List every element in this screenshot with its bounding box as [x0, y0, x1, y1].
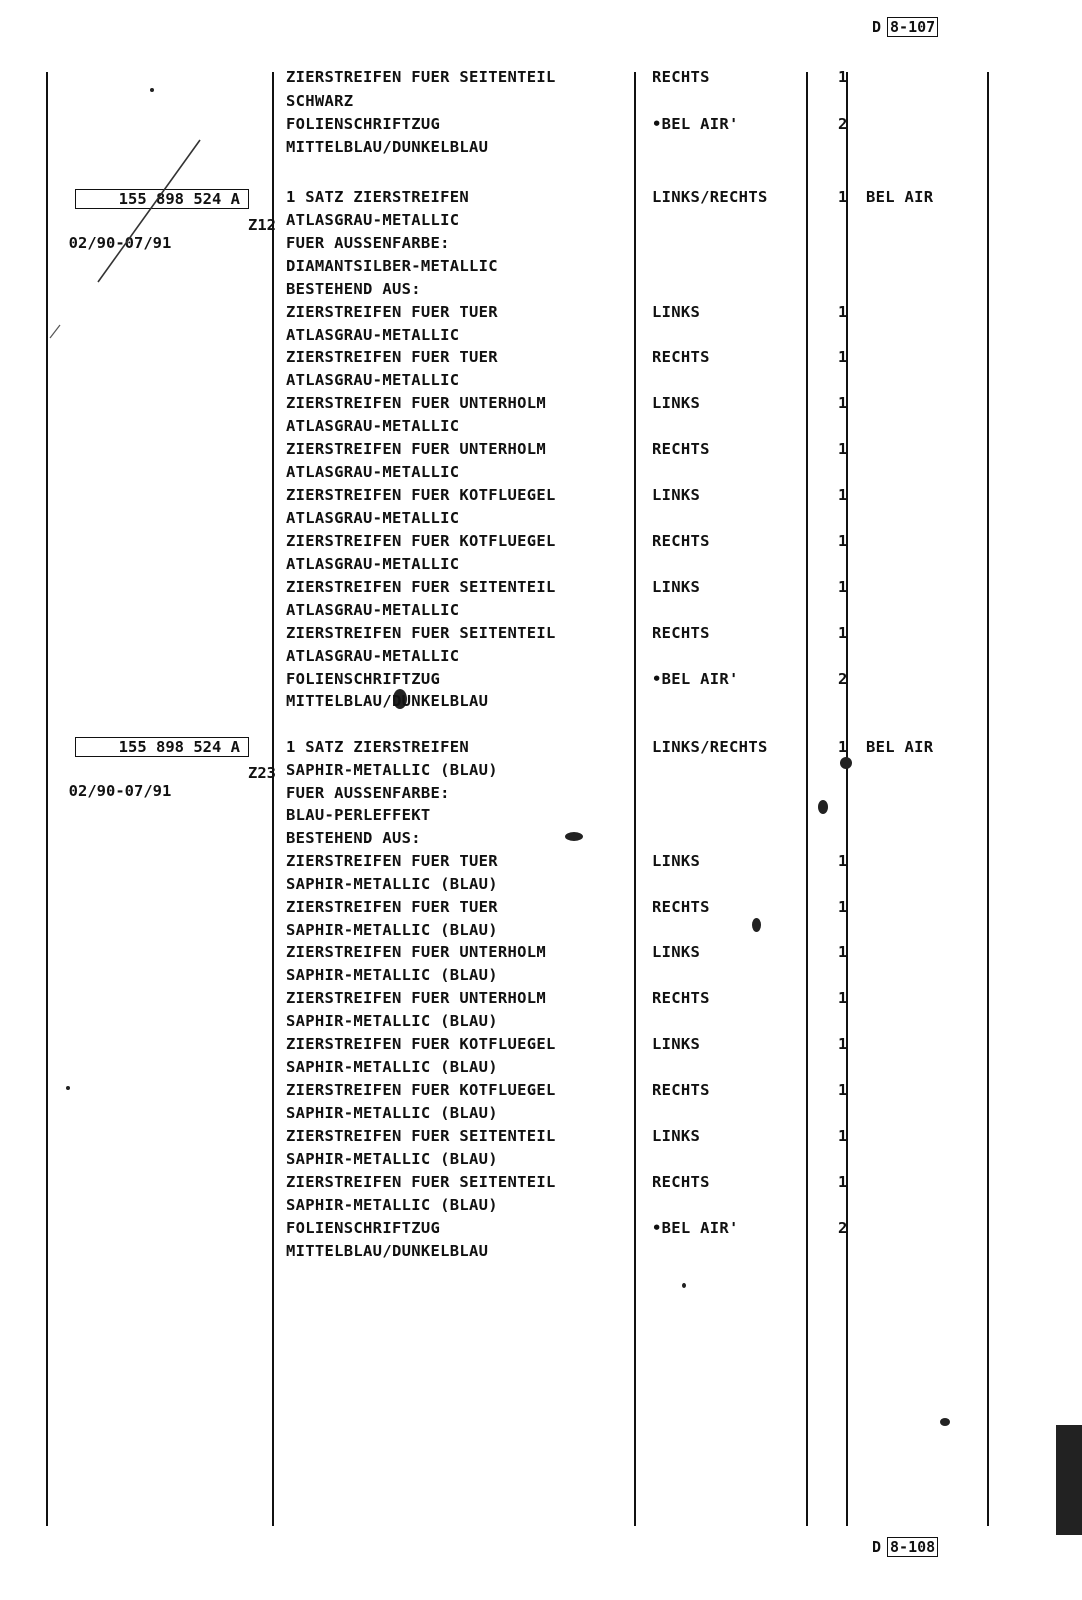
- footer-page-number: 8-108: [887, 1537, 938, 1557]
- row-position: •BEL AIR': [652, 115, 739, 133]
- row-description: DIAMANTSILBER-METALLIC: [286, 257, 498, 275]
- scan-speck: [682, 1283, 686, 1288]
- row-quantity: 1: [838, 303, 848, 321]
- row-description: SAPHIR-METALLIC (BLAU): [286, 1058, 498, 1076]
- row-description: FUER AUSSENFARBE:: [286, 784, 450, 802]
- row-quantity: 2: [838, 670, 848, 688]
- row-description: 1 SATZ ZIERSTREIFEN: [286, 188, 470, 206]
- row-description: FUER AUSSENFARBE:: [286, 234, 450, 252]
- row-position: LINKS: [652, 486, 701, 504]
- row-description: ZIERSTREIFEN FUER SEITENTEIL: [286, 624, 556, 642]
- row-description: ZIERSTREIFEN FUER UNTERHOLM: [286, 394, 547, 412]
- color-code: Z23: [248, 764, 276, 782]
- row-quantity: 1: [838, 1035, 848, 1053]
- row-position: LINKS/RECHTS: [652, 738, 768, 756]
- scan-speck: [840, 757, 852, 769]
- row-position: RECHTS: [652, 68, 710, 86]
- row-description: ZIERSTREIFEN FUER SEITENTEIL: [286, 1127, 556, 1145]
- row-description: FOLIENSCHRIFTZUG: [286, 115, 441, 133]
- row-description: BESTEHEND AUS:: [286, 829, 421, 847]
- row-position: RECHTS: [652, 348, 710, 366]
- pen-stroke: [50, 325, 60, 338]
- row-position: LINKS: [652, 943, 701, 961]
- row-description: ATLASGRAU-METALLIC: [286, 371, 460, 389]
- row-description: ATLASGRAU-METALLIC: [286, 555, 460, 573]
- row-description: 1 SATZ ZIERSTREIFEN: [286, 738, 470, 756]
- row-quantity: 1: [838, 440, 848, 458]
- row-description: SAPHIR-METALLIC (BLAU): [286, 1104, 498, 1122]
- row-quantity: 1: [838, 1173, 848, 1191]
- part-number-box: 155 898 524 A: [75, 189, 249, 209]
- row-description: SAPHIR-METALLIC (BLAU): [286, 1196, 498, 1214]
- scan-speck: [752, 918, 761, 932]
- row-description: FOLIENSCHRIFTZUG: [286, 670, 441, 688]
- row-description: ZIERSTREIFEN FUER TUER: [286, 303, 498, 321]
- row-description: ZIERSTREIFEN FUER UNTERHOLM: [286, 440, 547, 458]
- row-description: ZIERSTREIFEN FUER KOTFLUEGEL: [286, 1035, 556, 1053]
- row-description: ATLASGRAU-METALLIC: [286, 601, 460, 619]
- pen-stroke: [98, 140, 200, 282]
- row-description: BLAU-PERLEFFEKT: [286, 806, 431, 824]
- row-description: SAPHIR-METALLIC (BLAU): [286, 966, 498, 984]
- row-quantity: 1: [838, 1127, 848, 1145]
- row-description: BESTEHEND AUS:: [286, 280, 421, 298]
- row-quantity: 1: [838, 989, 848, 1007]
- part-number-box: 155 898 524 A: [75, 737, 249, 757]
- row-description: ZIERSTREIFEN FUER SEITENTEIL: [286, 68, 556, 86]
- row-description: MITTELBLAU/DUNKELBLAU: [286, 1242, 489, 1260]
- scan-edge: [1056, 1425, 1082, 1535]
- header-page-number: 8-107: [887, 17, 938, 37]
- row-position: RECHTS: [652, 1173, 710, 1191]
- scan-speck: [818, 800, 828, 814]
- row-description: ATLASGRAU-METALLIC: [286, 211, 460, 229]
- scan-speck: [150, 88, 154, 92]
- row-position: LINKS: [652, 394, 701, 412]
- row-description: SAPHIR-METALLIC (BLAU): [286, 1012, 498, 1030]
- row-description: SAPHIR-METALLIC (BLAU): [286, 875, 498, 893]
- row-position: RECHTS: [652, 440, 710, 458]
- row-description: SAPHIR-METALLIC (BLAU): [286, 1150, 498, 1168]
- row-position: LINKS: [652, 1127, 701, 1145]
- row-quantity: 1: [838, 852, 848, 870]
- row-description: MITTELBLAU/DUNKELBLAU: [286, 138, 489, 156]
- validity-date: 02/90-07/91: [68, 234, 172, 252]
- row-description: ATLASGRAU-METALLIC: [286, 463, 460, 481]
- row-description: ZIERSTREIFEN FUER KOTFLUEGEL: [286, 486, 556, 504]
- row-description: FOLIENSCHRIFTZUG: [286, 1219, 441, 1237]
- row-position: •BEL AIR': [652, 1219, 739, 1237]
- row-quantity: 1: [838, 394, 848, 412]
- row-description: ATLASGRAU-METALLIC: [286, 647, 460, 665]
- row-description: SAPHIR-METALLIC (BLAU): [286, 921, 498, 939]
- row-description: ZIERSTREIFEN FUER UNTERHOLM: [286, 989, 547, 1007]
- row-position: RECHTS: [652, 898, 710, 916]
- row-quantity: 2: [838, 1219, 848, 1237]
- row-description: SCHWARZ: [286, 92, 354, 110]
- row-model: BEL AIR: [866, 738, 934, 756]
- row-description: MITTELBLAU/DUNKELBLAU: [286, 692, 489, 710]
- footer-letter: D: [872, 1538, 882, 1556]
- row-position: LINKS: [652, 1035, 701, 1053]
- row-position: RECHTS: [652, 624, 710, 642]
- row-description: ZIERSTREIFEN FUER TUER: [286, 852, 498, 870]
- color-code: Z12: [248, 216, 276, 234]
- row-quantity: 1: [838, 348, 848, 366]
- row-quantity: 1: [838, 68, 848, 86]
- validity-date: 02/90-07/91: [68, 782, 172, 800]
- row-quantity: 1: [838, 486, 848, 504]
- row-quantity: 1: [838, 188, 848, 206]
- row-quantity: 1: [838, 738, 848, 756]
- row-description: ATLASGRAU-METALLIC: [286, 417, 460, 435]
- row-description: ZIERSTREIFEN FUER KOTFLUEGEL: [286, 532, 556, 550]
- row-model: BEL AIR: [866, 188, 934, 206]
- row-position: RECHTS: [652, 989, 710, 1007]
- row-description: SAPHIR-METALLIC (BLAU): [286, 761, 498, 779]
- scan-speck: [66, 1086, 70, 1090]
- row-description: ZIERSTREIFEN FUER TUER: [286, 348, 498, 366]
- row-position: LINKS: [652, 852, 701, 870]
- row-quantity: 2: [838, 115, 848, 133]
- row-position: RECHTS: [652, 1081, 710, 1099]
- row-position: RECHTS: [652, 532, 710, 550]
- row-description: ZIERSTREIFEN FUER UNTERHOLM: [286, 943, 547, 961]
- header-letter: D: [872, 18, 882, 36]
- row-description: ZIERSTREIFEN FUER SEITENTEIL: [286, 578, 556, 596]
- row-quantity: 1: [838, 898, 848, 916]
- row-position: LINKS: [652, 578, 701, 596]
- row-description: ATLASGRAU-METALLIC: [286, 509, 460, 527]
- row-description: ZIERSTREIFEN FUER SEITENTEIL: [286, 1173, 556, 1191]
- scan-speck: [565, 832, 583, 841]
- row-position: LINKS: [652, 303, 701, 321]
- row-description: ATLASGRAU-METALLIC: [286, 326, 460, 344]
- row-position: LINKS/RECHTS: [652, 188, 768, 206]
- row-quantity: 1: [838, 532, 848, 550]
- row-description: ZIERSTREIFEN FUER TUER: [286, 898, 498, 916]
- row-quantity: 1: [838, 578, 848, 596]
- row-quantity: 1: [838, 943, 848, 961]
- scan-speck: [940, 1418, 950, 1426]
- row-position: •BEL AIR': [652, 670, 739, 688]
- row-quantity: 1: [838, 624, 848, 642]
- row-description: ZIERSTREIFEN FUER KOTFLUEGEL: [286, 1081, 556, 1099]
- row-quantity: 1: [838, 1081, 848, 1099]
